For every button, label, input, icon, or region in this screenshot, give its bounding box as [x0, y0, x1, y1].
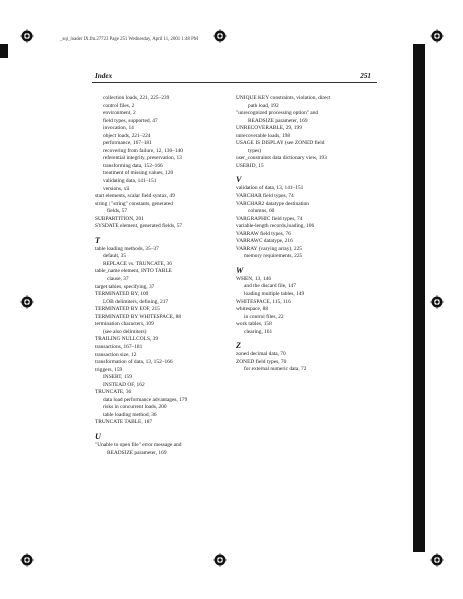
- index-entry: whitespace, 88: [236, 306, 269, 313]
- registration-mark-bottom-right: [430, 553, 444, 567]
- index-subentry: (see also delimiters): [103, 328, 147, 335]
- index-entry: VARRAY (varying array), 225: [236, 245, 302, 252]
- index-subentry: memory requirements, 225: [244, 253, 303, 260]
- index-entry: zoned decimal data, 70: [236, 351, 286, 358]
- header-rule: [92, 82, 377, 83]
- thumb-tab: [413, 44, 425, 552]
- crosshair-icon: [213, 553, 227, 567]
- index-subentry: clause, 37: [107, 276, 129, 283]
- index-entry: WHITESPACE, 115, 116: [236, 298, 291, 305]
- section-letter: V: [236, 175, 242, 185]
- index-subentry: control files, 2: [103, 102, 135, 109]
- index-entry: VARRAWC datatype, 216: [236, 238, 293, 245]
- section-letter: U: [95, 431, 101, 441]
- index-column-right: [236, 95, 376, 374]
- section-letter: T: [95, 235, 101, 245]
- registration-mark-top-center: [213, 29, 227, 43]
- index-entry: WHEN, 13, 146: [236, 275, 272, 282]
- index-subentry: risks in concurrent loads, 200: [103, 404, 167, 411]
- index-entry: transaction size, 12: [95, 351, 137, 358]
- index-entry: TERMINATED BY EOF, 215: [95, 306, 160, 313]
- index-entry: ZONED field types, 70: [236, 358, 287, 365]
- index-subentry: table loading method, 36: [103, 411, 157, 418]
- index-entry: VARCHAR field types, 74: [236, 193, 294, 200]
- index-entry: TRAILING NULLCOLS, 39: [95, 336, 159, 343]
- running-head-title: Index: [95, 72, 113, 80]
- index-entry: start elements, scalar field syntax, 49: [95, 193, 175, 200]
- index-subentry: INSERT, 159: [103, 374, 132, 381]
- index-entry: target tables, specifying, 37: [95, 283, 155, 290]
- index-subentry: INSTEAD OF, 162: [103, 381, 145, 388]
- index-entry: variable-length records,loading, 106: [236, 223, 315, 230]
- index-entry: "Unable to open file" error message and: [95, 441, 182, 448]
- index-subentry: performance, 167–181: [103, 140, 152, 147]
- crosshair-icon: [20, 295, 34, 309]
- index-entry: TERMINATED BY, 109: [95, 291, 149, 298]
- crosshair-icon: [430, 553, 444, 567]
- section-letter: W: [236, 265, 244, 275]
- crosshair-icon: [430, 29, 444, 43]
- index-entry: TERMINATED BY WHITESPACE, 88: [95, 313, 182, 320]
- index-entry: transformation of data, 13, 152–166: [95, 359, 173, 366]
- index-subentry: for external numeric data, 72: [244, 366, 307, 373]
- index-subentry: types): [248, 147, 262, 154]
- index-subentry: validating data, 141–151: [103, 178, 157, 185]
- index-entry: table loading methods, 35–37: [95, 245, 159, 252]
- index-entry: USAGE IS DISPLAY (see ZONED field: [236, 140, 325, 147]
- crosshair-icon: [213, 29, 227, 43]
- index-entry: TRUNCATE, 36: [95, 389, 132, 396]
- index-subentry: columns, 60: [248, 208, 275, 215]
- section-letter: Z: [236, 341, 242, 351]
- index-subentry: collection loads, 221, 225–239: [103, 95, 170, 101]
- index-subentry: recovering from failure, 12, 130–140: [103, 147, 183, 154]
- index-subentry: object loads, 221–224: [103, 132, 151, 139]
- index-subentry: clearing, 161: [244, 328, 273, 335]
- index-entry: UNRECOVERABLE, 29, 199: [236, 125, 302, 132]
- index-entry: validation of data, 13, 141–151: [236, 185, 304, 192]
- registration-mark-top-left: [20, 29, 34, 43]
- crosshair-icon: [20, 553, 34, 567]
- index-entry: SYSDATE element, generated fields, 57: [95, 223, 183, 230]
- index-entry: VARGRAPHIC field types, 74: [236, 215, 303, 222]
- registration-mark-bottom-center: [213, 553, 227, 567]
- index-subentry: READSIZE parameter, 169: [248, 117, 308, 124]
- crop-bar: [0, 44, 8, 58]
- index-subentry: fields, 57: [107, 208, 128, 215]
- index-entry: VARRAW field types, 76: [236, 230, 291, 237]
- index-entry: transactions, 167–181: [95, 343, 143, 350]
- index-subentry: field types, supported, 47: [103, 117, 158, 124]
- registration-mark-top-right: [430, 29, 444, 43]
- index-subentry: default, 35: [103, 253, 127, 260]
- index-entry: unrecoverable loads, 198: [236, 132, 291, 139]
- index-entry: user_constraints data dictionary view, 193: [236, 155, 327, 162]
- index-subentry: loading multiple tables, 149: [244, 291, 305, 298]
- index-column-left: [95, 95, 225, 457]
- index-subentry: environment, 2: [103, 110, 136, 117]
- index-entry: triggers, 159: [95, 366, 123, 373]
- registration-mark-bottom-left: [20, 553, 34, 567]
- index-entry: "unrecognized processing option" and: [236, 110, 319, 117]
- index-subentry: data load performance advantages, 179: [103, 396, 188, 403]
- index-entry: termination characters, 109: [95, 321, 154, 328]
- index-entry: UNIQUE KEY constraints, violation, direct: [236, 95, 331, 101]
- index-subentry: invocation, 14: [103, 125, 134, 132]
- print-slug: _sql_loader IX.fm.27723 Page 251 Wednesday, April 11, 2001 1:48 PM: [60, 37, 198, 42]
- index-subentry: transforming data, 152–166: [103, 162, 163, 169]
- registration-mark-middle-right: [430, 295, 444, 309]
- index-subentry: LOB delimiters, defining, 217: [103, 298, 169, 305]
- crosshair-icon: [20, 29, 34, 43]
- index-subentry: path load, 192: [248, 102, 279, 109]
- index-entry: USERID, 15: [236, 162, 264, 169]
- index-subentry: and the discard file, 147: [244, 283, 296, 290]
- page-number: 251: [360, 72, 371, 80]
- crosshair-icon: [430, 295, 444, 309]
- index-subentry: versions, xii: [103, 185, 130, 192]
- index-entry: table_name element, INTO TABLE: [95, 268, 172, 275]
- index-entry: SUBPARTITION, 201: [95, 215, 144, 222]
- index-subentry: referential integrity, preservation, 13: [103, 155, 182, 162]
- registration-mark-middle-left: [20, 295, 34, 309]
- index-subentry: READSIZE parameter, 169: [107, 449, 167, 456]
- index-entry: TRUNCATE TABLE, 187: [95, 419, 153, 426]
- index-subentry: REPLACE vs. TRUNCATE, 36: [103, 260, 172, 267]
- index-entry: string | "string" constants, generated: [95, 200, 173, 207]
- index-entry: work tables, 158: [236, 321, 272, 328]
- index-entry: VARCHAR2 datatype destination: [236, 200, 309, 207]
- index-subentry: in control files, 22: [244, 313, 284, 320]
- index-subentry: treatment of missing values, 120: [103, 170, 174, 177]
